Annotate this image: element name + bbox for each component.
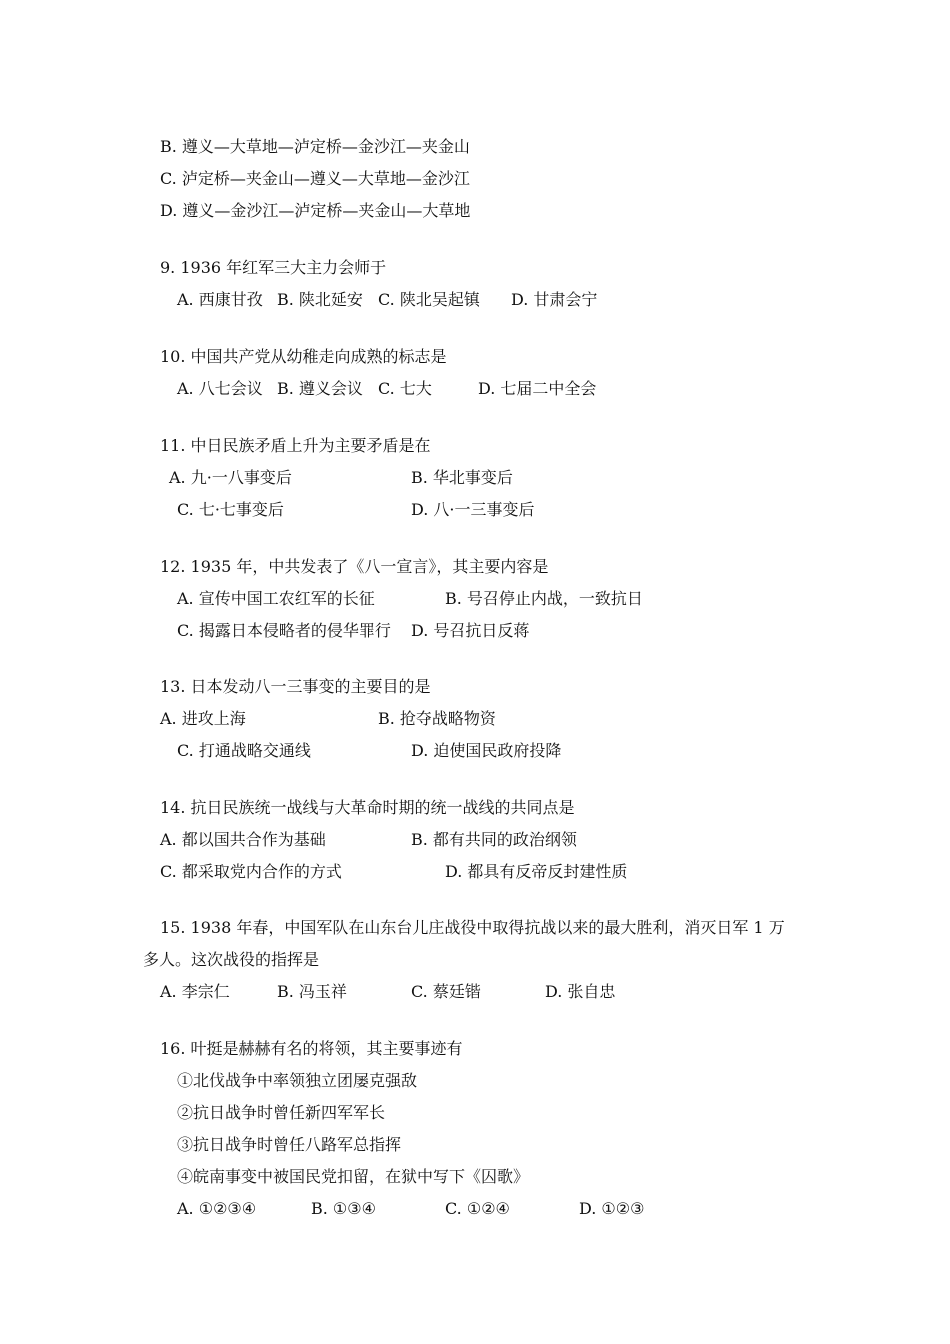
- q15-option-c: C. 蔡廷锴: [411, 982, 481, 1001]
- q10-option-b: B. 遵义会议: [277, 379, 363, 398]
- q15-option-b: B. 冯玉祥: [277, 982, 347, 1001]
- q16-item-2: ②抗日战争时曾任新四军军长: [177, 1103, 386, 1122]
- q12-option-c: C. 揭露日本侵略者的侵华罪行: [177, 621, 391, 640]
- q15-stem-line2: 多人。这次战役的指挥是: [143, 950, 320, 969]
- q9-option-d: D. 甘肃会宁: [511, 290, 598, 309]
- q16-option-b: B. ①③④: [311, 1199, 376, 1218]
- q15-stem-line1: 15. 1938 年春，中国军队在山东台儿庄战役中取得抗战以来的最大胜利，消灭日军 1 万: [160, 918, 785, 937]
- q15-option-d: D. 张自忠: [545, 982, 616, 1001]
- q12-option-a: A. 宣传中国工农红军的长征: [177, 589, 375, 608]
- q13-option-a: A. 进攻上海: [160, 709, 246, 728]
- q10-option-d: D. 七届二中全会: [478, 379, 597, 398]
- q12-stem: 12. 1935 年，中共发表了《八一宣言》，其主要内容是: [160, 557, 549, 576]
- q11-stem: 11. 中日民族矛盾上升为主要矛盾是在: [160, 436, 431, 455]
- q14-option-c: C. 都采取党内合作的方式: [160, 862, 342, 881]
- q14-option-b: B. 都有共同的政治纲领: [411, 830, 577, 849]
- q14-option-d: D. 都具有反帝反封建性质: [445, 862, 628, 881]
- q11-option-b: B. 华北事变后: [411, 468, 513, 487]
- q13-option-c: C. 打通战略交通线: [177, 741, 311, 760]
- q16-option-d: D. ①②③: [579, 1199, 645, 1218]
- q9-stem: 9. 1936 年红军三大主力会师于: [160, 258, 387, 277]
- q9-option-b: B. 陕北延安: [277, 290, 363, 309]
- q13-option-b: B. 抢夺战略物资: [378, 709, 496, 728]
- q13-option-d: D. 迫使国民政府投降: [411, 741, 562, 760]
- q16-option-c: C. ①②④: [445, 1199, 510, 1218]
- q10-option-c: C. 七大: [378, 379, 432, 398]
- q8-option-b: B. 遵义—大草地—泸定桥—金沙江—夹金山: [160, 137, 470, 156]
- q10-option-a: A. 八七会议: [177, 379, 263, 398]
- q16-item-3: ③抗日战争时曾任八路军总指挥: [177, 1135, 402, 1154]
- q14-option-a: A. 都以国共合作为基础: [160, 830, 326, 849]
- q16-stem: 16. 叶挺是赫赫有名的将领，其主要事迹有: [160, 1039, 463, 1058]
- q10-stem: 10. 中国共产党从幼稚走向成熟的标志是: [160, 347, 447, 366]
- q15-option-a: A. 李宗仁: [160, 982, 230, 1001]
- q16-item-1: ①北伐战争中率领独立团屡克强敌: [177, 1071, 418, 1090]
- q12-option-d: D. 号召抗日反蒋: [411, 621, 530, 640]
- q13-stem: 13. 日本发动八一三事变的主要目的是: [160, 677, 431, 696]
- q12-option-b: B. 号召停止内战，一致抗日: [445, 589, 643, 608]
- q9-option-c: C. 陕北吴起镇: [378, 290, 480, 309]
- q8-option-c: C. 泸定桥—夹金山—遵义—大草地—金沙江: [160, 169, 470, 188]
- q16-option-a: A. ①②③④: [177, 1199, 257, 1218]
- q11-option-c: C. 七·七事变后: [177, 500, 284, 519]
- q11-option-d: D. 八·一三事变后: [411, 500, 535, 519]
- q8-option-d: D. 遵义—金沙江—泸定桥—夹金山—大草地: [160, 201, 471, 220]
- q14-stem: 14. 抗日民族统一战线与大革命时期的统一战线的共同点是: [160, 798, 575, 817]
- q16-item-4: ④皖南事变中被国民党扣留，在狱中写下《囚歌》: [177, 1167, 530, 1186]
- q11-option-a: A. 九·一八事变后: [169, 468, 292, 487]
- q9-option-a: A. 西康甘孜: [177, 290, 263, 309]
